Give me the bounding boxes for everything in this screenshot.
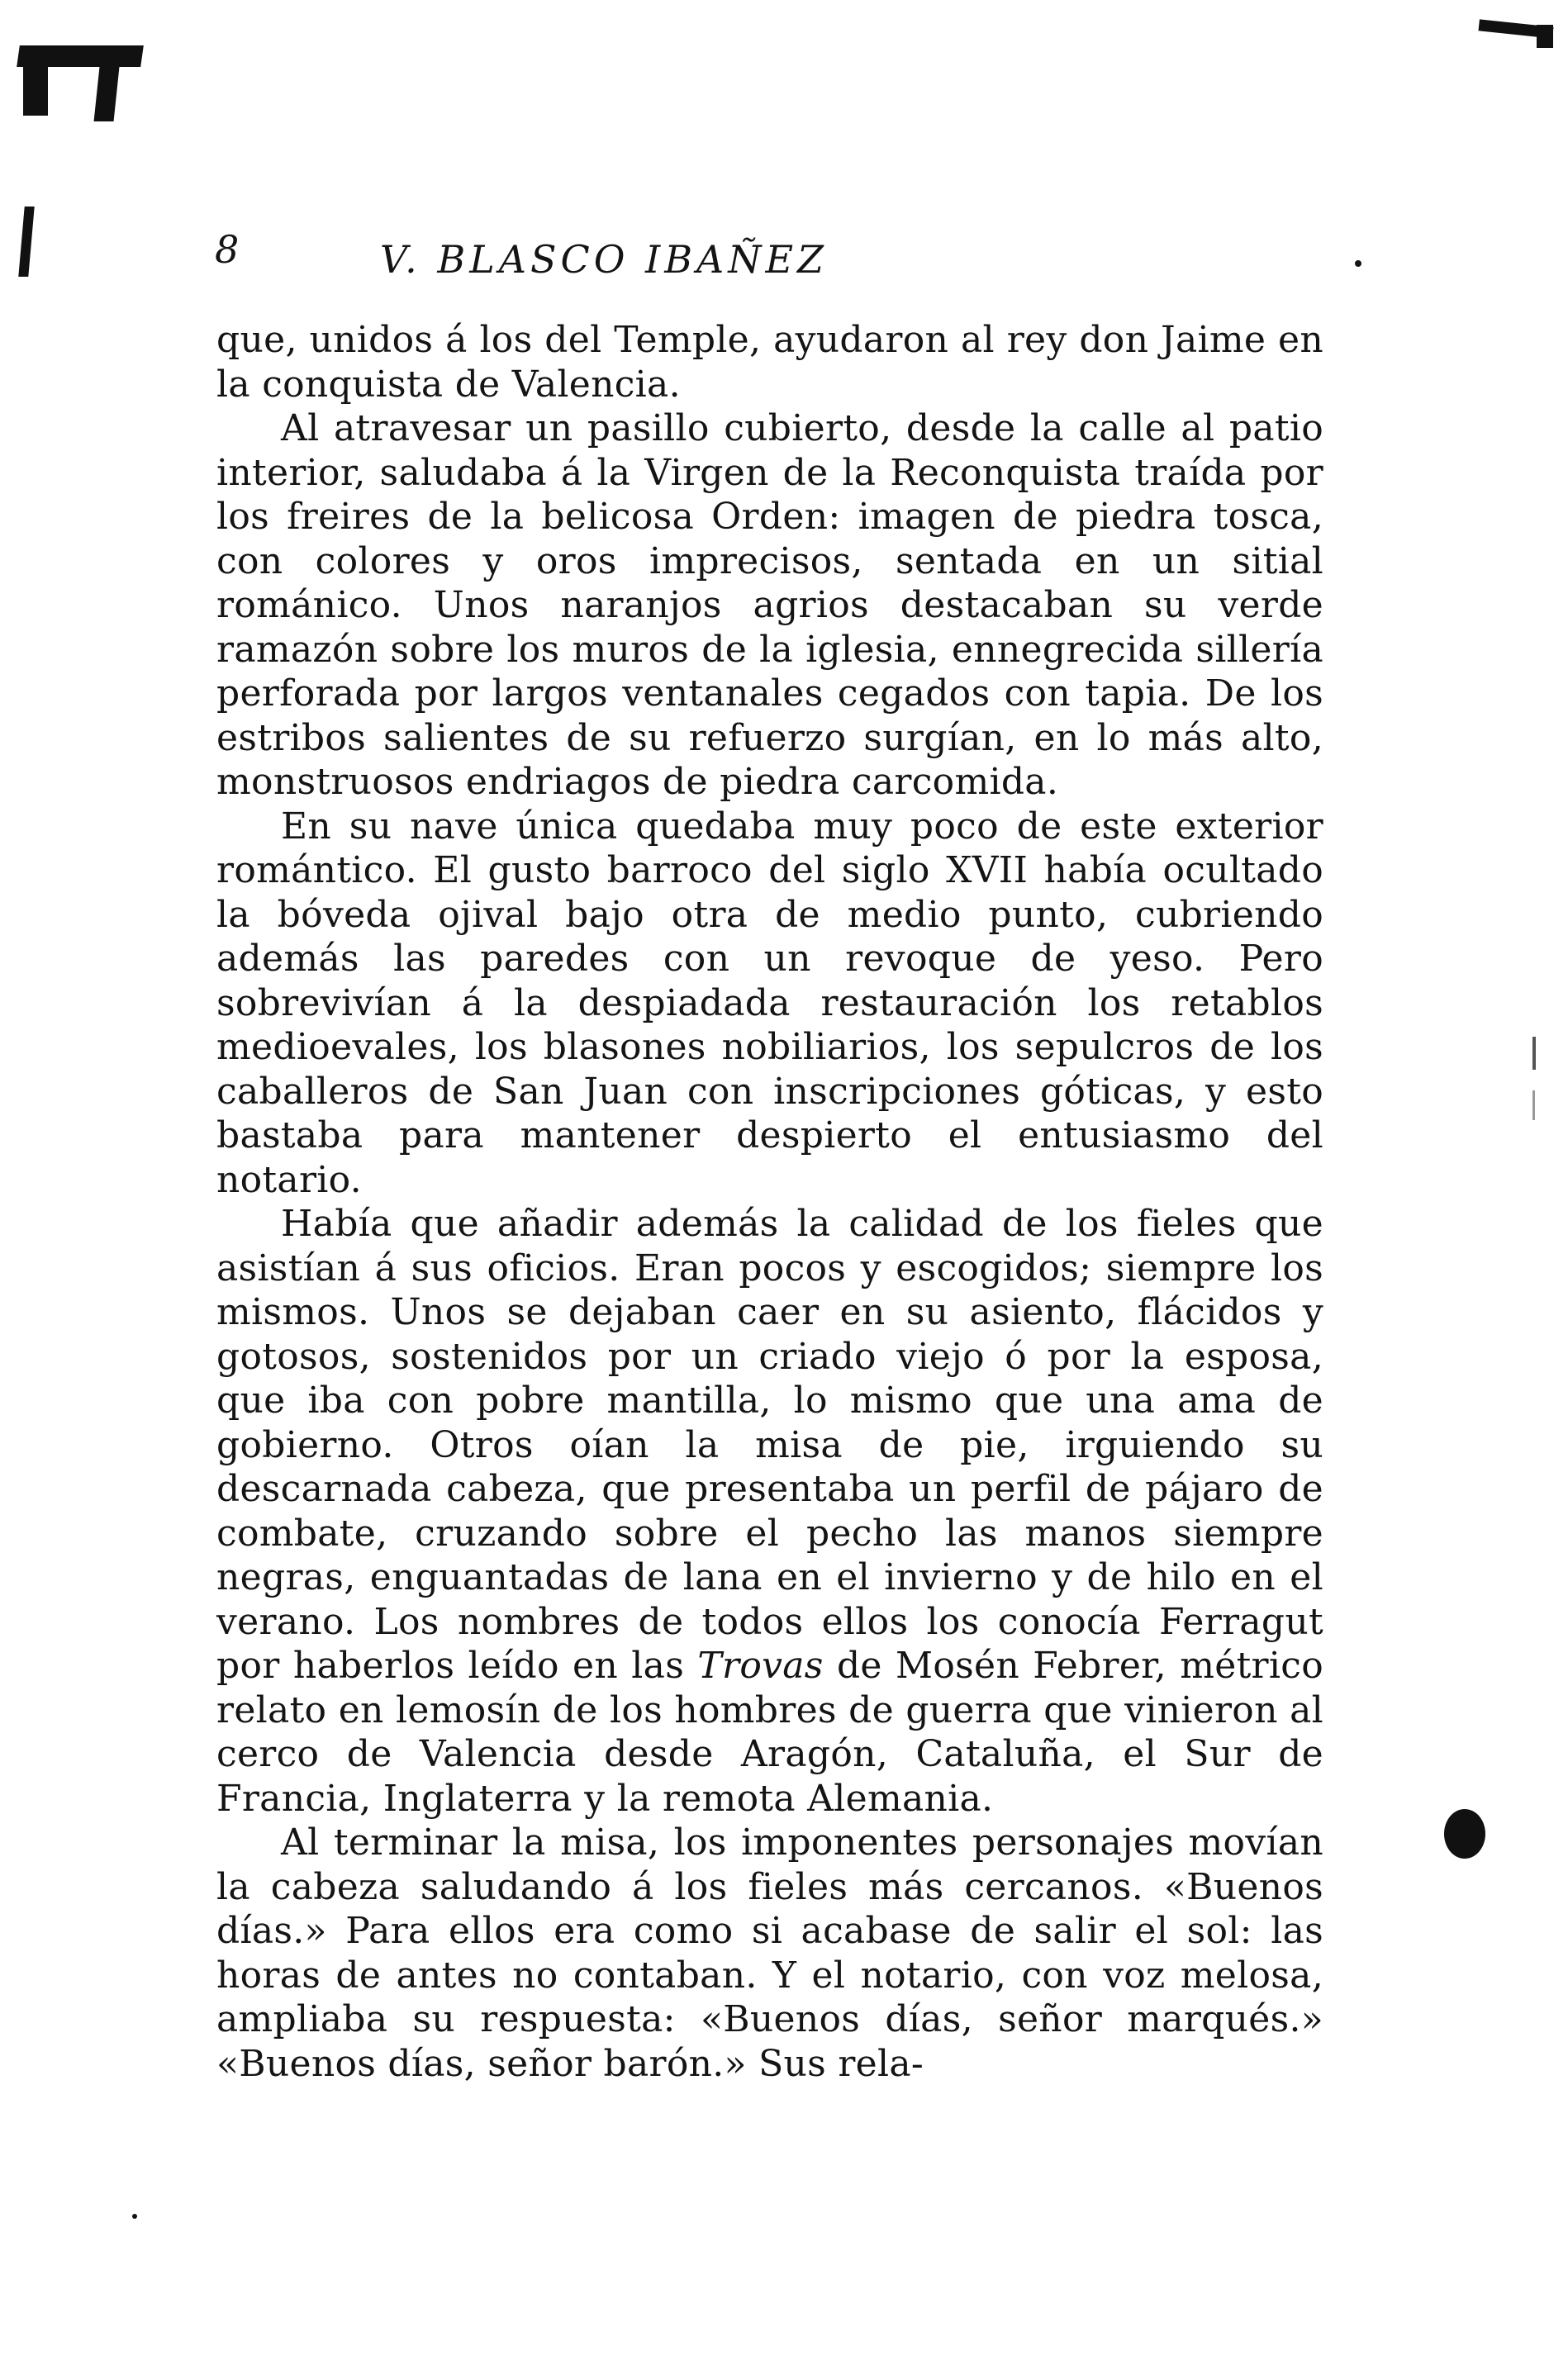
paragraph-5: Al terminar la misa, los imponentes personajes movían la cabeza saludando á los fieles más cercanos. «Buenos días.» Para ellos era como si acabase de salir el sol: las horas de antes no contaban. Y el notario, con voz melosa, ampliaba su respuesta: «Buenos días, señor marqués.» «Buenos días, señor barón.» Sus rela- <box>216 1821 1323 2085</box>
page-header <box>215 227 1355 285</box>
italic-title-trovas: Trovas <box>697 1645 824 1687</box>
scan-artifact-left-stroke <box>18 207 34 277</box>
scan-artifact-right-line <box>1532 1037 1536 1070</box>
page-number: 8 <box>215 227 240 272</box>
scan-artifact-ink-blot <box>1444 1809 1485 1859</box>
paragraph-4-text-b: de Mosén Febrer, métrico relato en lemosín de los hombres de guerra que vinieron al cerco de Valencia desde Aragón, Cataluña, el Sur de Francia, Inglaterra y la remota Alemania. <box>216 1645 1323 1820</box>
paragraph-4 <box>216 1202 1323 1821</box>
paragraph-2: Al atravesar un pasillo cubierto, desde la calle al patio interior, saludaba á la Virgen de la Reconquista traída por los freires de la belicosa Orden: imagen de piedra tosca, con colores y oros imprecisos, sentada en un sitial románico. Unos naranjos agrios destacaban su verde ramazón sobre los muros de la iglesia, ennegrecida sillería perforada por largos ventanales cegados con tapia. De los estribos salientes de su refuerzo surgían, en lo más alto, monstruosos endriagos de piedra carcomida. <box>216 407 1323 803</box>
scan-artifact-top-left-stroke <box>23 50 48 116</box>
paragraph-1: que, unidos á los del Temple, ayudaron al rey don Jaime en la conquista de Valencia. <box>216 319 1323 406</box>
body-text <box>216 318 1323 2086</box>
paragraph-4-text-a: Había que añadir además la calidad de los fieles que asistían á sus oficios. Eran pocos y escogidos; siempre los mismos. Unos se dejaban caer en su asiento, flácidos y gotosos, sostenidos por un criado viejo ó por la esposa, que iba con pobre mantilla, lo mismo que una ama de gobierno. Otros oían la misa de pie, irguiendo su descarnada cabeza, que presentaba un perfil de pájaro de combate, cruzando sobre el pecho las manos siempre negras, enguantadas de lana en el invierno y de hilo en el verano. Los nombres de todos ellos los conocía Ferragut por haberlos leído en las <box>216 1203 1323 1687</box>
paragraph-3: En su nave única quedaba muy poco de este exterior romántico. El gusto barroco del siglo XVII había ocultado la bóveda ojival bajo otra de medio punto, cubriendo además las paredes con un revoque de yeso. Pero sobrevivían á la despiadada restauración los retablos medioevales, los blasones nobiliarios, los sepulcros de los caballeros de San Juan con inscripciones góticas, y esto bastaba para mantener despierto el entusiasmo del notario. <box>216 805 1323 1201</box>
scan-artifact-top-right-corner <box>1537 25 1553 48</box>
scan-artifact-right-line-2 <box>1532 1090 1535 1120</box>
header-dot <box>1355 260 1361 267</box>
scan-artifact-speck <box>132 2214 137 2219</box>
running-head-author: V. BLASCO IBAÑEZ <box>380 237 829 282</box>
